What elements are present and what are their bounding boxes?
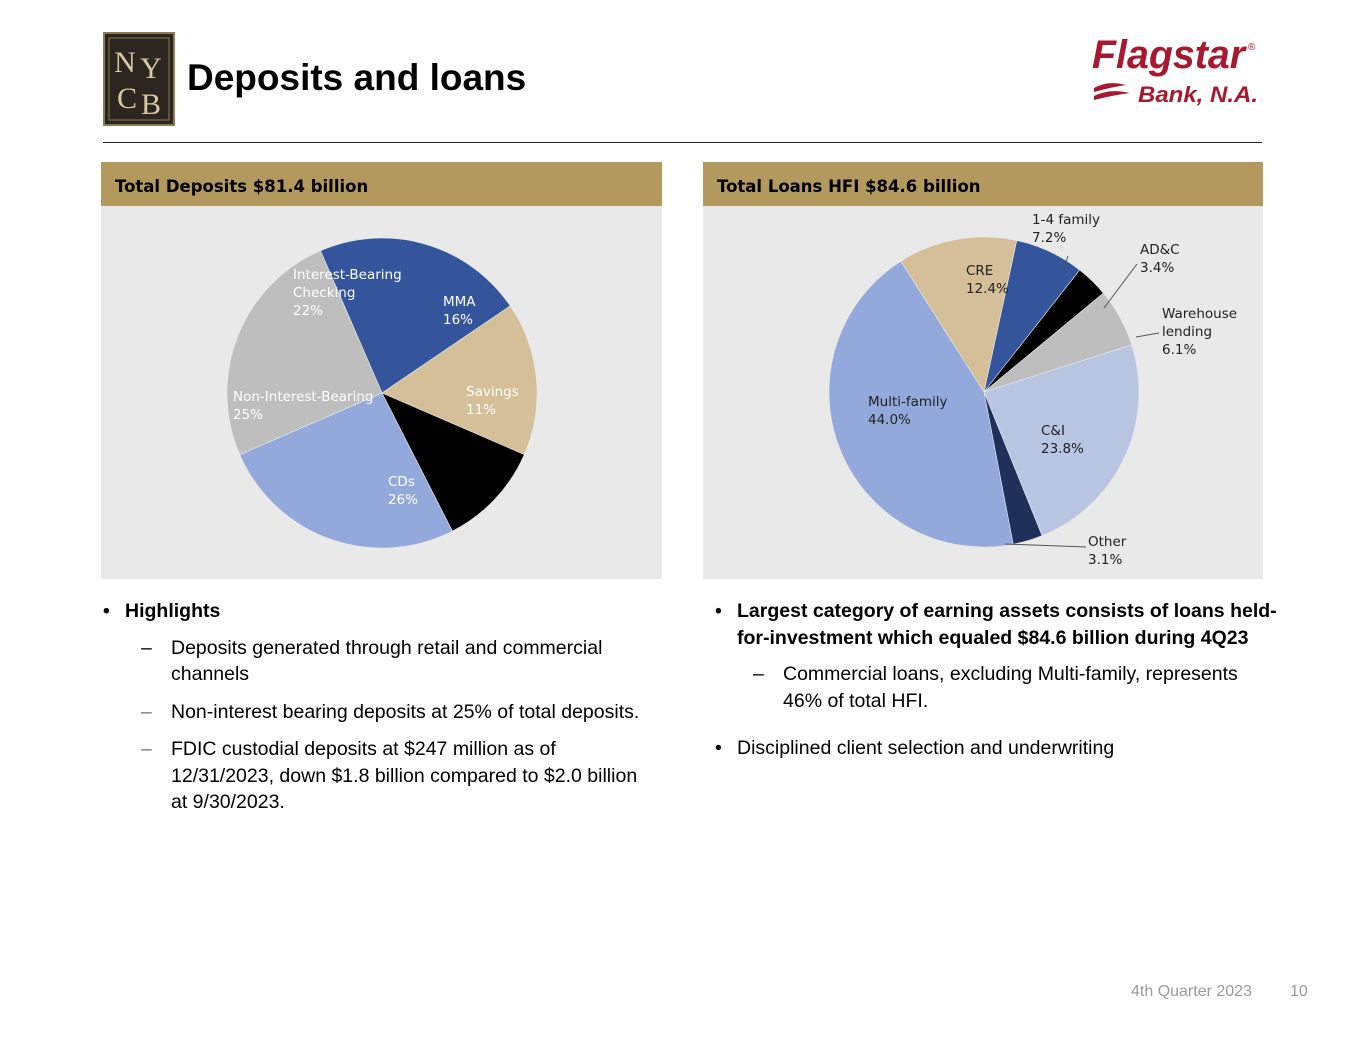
deposits-pie-chart (101, 206, 662, 579)
svg-text:N: N (114, 46, 136, 79)
highlight-item (103, 635, 643, 688)
leader-line (1136, 333, 1159, 337)
loans-bullet-main: • Largest category of earning assets consists of loans held-for-investment which equaled $84.6 billion during 4Q23 (715, 598, 1280, 651)
loans-chart-title: Total Loans HFI $84.6 billion (703, 162, 1263, 206)
deposits-panel (101, 162, 662, 579)
slice-label-savings: Savings 11% (466, 384, 519, 418)
footer-quarter: 4th Quarter 2023 (1131, 983, 1252, 1000)
leader-line (1104, 264, 1137, 308)
slice-label-mma: MMA 16% (443, 294, 476, 328)
svg-text:B: B (140, 88, 162, 121)
title-divider (103, 142, 1262, 143)
highlight-item (103, 736, 643, 816)
loans-pie-chart (703, 206, 1263, 579)
slice-label-non-interest-bearing: Non-Interest-Bearing 25% (233, 389, 374, 423)
flagstar-wordmark: Flagstar (1092, 33, 1248, 77)
slice-label-interest-bearing-checking: Interest-Bearing Checking 22% (293, 267, 402, 319)
slice-label-ad-c: AD&C 3.4% (1140, 242, 1180, 276)
highlights-heading: • Highlights (103, 598, 643, 625)
slice-label-warehouse-lending: Warehouse lending 6.1% (1162, 306, 1238, 358)
slice-label-other: Other 3.1% (1088, 534, 1127, 568)
slice-label-c-i: C&I 23.8% (1041, 423, 1084, 457)
page-number: 10 (1290, 983, 1308, 1000)
flagstar-logo (1090, 30, 1265, 110)
dash-marker: – (141, 700, 152, 723)
slice-label-cre: CRE 12.4% (966, 263, 1009, 297)
nycb-logo (103, 32, 175, 126)
slice-label-multi-family: Multi-family 44.0% (868, 394, 948, 428)
highlight-item (103, 699, 643, 726)
loans-subbullet (715, 661, 1280, 714)
loans-panel (703, 162, 1263, 579)
dash-marker: – (753, 663, 764, 685)
loans-subbullet-text: Commercial loans, excluding Multi-family, represents 46% of total HFI. (783, 663, 1238, 712)
highlight-text: Deposits generated through retail and commercial channels (171, 636, 603, 685)
slice-label-1-4-family: 1-4 family 7.2% (1032, 212, 1101, 246)
dash-marker: – (141, 636, 152, 659)
deposits-chart-title: Total Deposits $81.4 billion (101, 162, 662, 206)
loans-commentary (715, 598, 1280, 762)
highlight-text: FDIC custodial deposits at $247 million as of 12/31/2023, down $1.8 billion compared to $2.0 billion at 9/30/2023. (171, 738, 638, 813)
svg-text:C: C (116, 82, 138, 115)
highlight-text: Non-interest bearing deposits at 25% of total deposits. (171, 700, 640, 723)
dash-marker: – (141, 738, 152, 760)
loans-bullet-secondary: • Disciplined client selection and underwriting (715, 735, 1280, 762)
deposits-highlights (103, 598, 643, 816)
svg-text:Y: Y (140, 52, 162, 85)
slice-label-cds: CDs 26% (388, 474, 419, 508)
flagstar-subtitle: Bank, N.A. (1138, 82, 1258, 107)
leader-line (1005, 544, 1086, 547)
registered-mark: ® (1248, 42, 1256, 53)
page-title: Deposits and loans (187, 57, 527, 98)
flag-swoosh-icon (1094, 83, 1126, 92)
